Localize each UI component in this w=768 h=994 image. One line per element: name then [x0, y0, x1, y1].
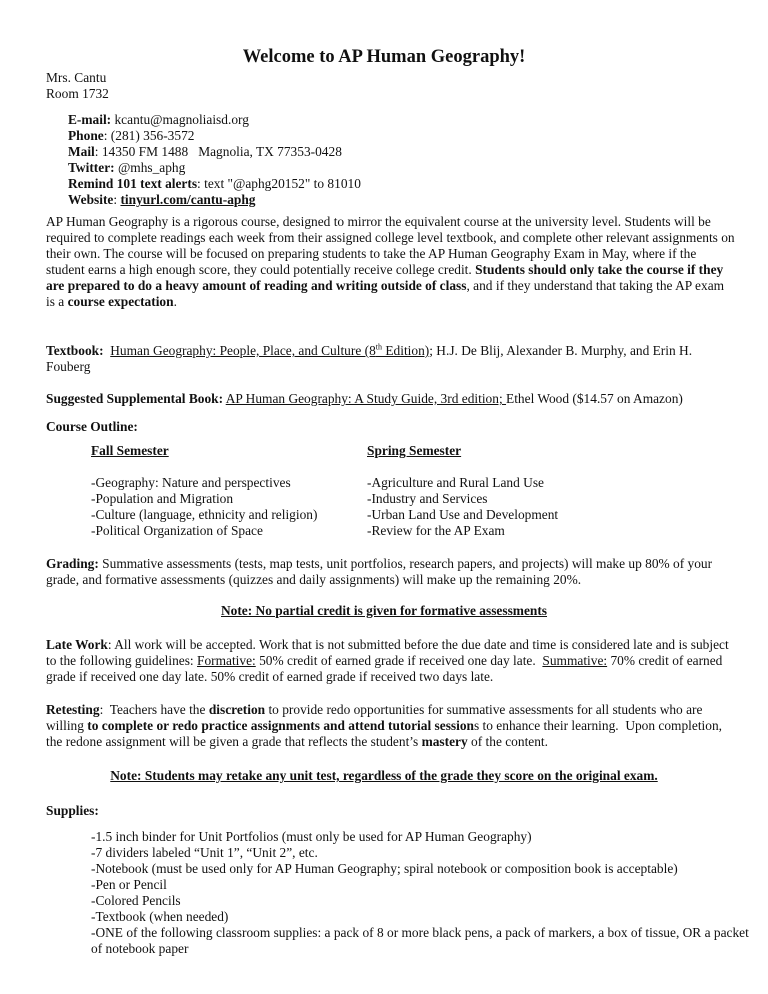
fall-topic: -Population and Migration [91, 491, 234, 506]
fall-semester-heading: Fall Semester [91, 443, 169, 458]
supplies-label: Supplies: [46, 803, 99, 818]
teacher-info [46, 70, 109, 102]
spring-semester-column [367, 443, 558, 539]
spring-topic: -Urban Land Use and Development [367, 507, 559, 522]
website-link[interactable]: tinyurl.com/cantu-aphg [120, 192, 256, 207]
textbook-info: Textbook: Human Geography: People, Place, and Culture (8th Edition); H.J. De Blij, Alexander B. Murphy, and Erin H. Fouberg [46, 342, 693, 374]
room-number: Room 1732 [46, 86, 109, 101]
grading-policy: Grading: Summative assessments (tests, map tests, unit portfolios, research papers, and projects) will make up 80% of your grade, and formative assessments (quizzes and daily assignments) will make up the remaining 20%. [46, 556, 713, 587]
contact-email: E-mail: kcantu@magnoliaisd.org [68, 112, 249, 127]
fall-semester-column [91, 443, 317, 539]
supplemental-title: AP Human Geography: A Study Guide, 3rd edition; [225, 391, 507, 406]
supply-item: -7 dividers labeled “Unit 1”, “Unit 2”, etc. [91, 845, 318, 860]
textbook-title: Human Geography: People, Place, and Culture (8th Edition) [110, 342, 430, 358]
spring-topic: -Agriculture and Rural Land Use [367, 475, 544, 490]
supply-item: -Notebook (must be used only for AP Human Geography; spiral notebook or composition book is acceptable) [91, 861, 678, 876]
course-outline-label: Course Outline: [46, 419, 138, 434]
retake-note: Note: Students may retake any unit test, regardless of the grade they score on the original exam. [110, 768, 658, 783]
retesting-policy: Retesting: Teachers have the discretion to provide redo opportunities for summative assessments for all students who are willing to complete or redo practice assignments and attend tutorial sessions to enhance their learning. Upon completion, the redone assignment will be given a grade that reflects the student’s mastery of the content. [46, 702, 726, 749]
supply-item: -Pen or Pencil [91, 877, 167, 892]
page-title: Welcome to AP Human Geography! [242, 47, 526, 67]
supply-item: -Colored Pencils [91, 893, 181, 908]
contact-mail: Mail: 14350 FM 1488 Magnolia, TX 77353-0428 [68, 144, 342, 159]
supplies-list [91, 829, 751, 957]
fall-topic: -Culture (language, ethnicity and religion) [91, 507, 318, 522]
supply-item: -ONE of the following classroom supplies: a pack of 8 or more black pens, a pack of markers, a box of tissue, OR a packet of notebook paper [91, 925, 749, 956]
partial-credit-note: Note: No partial credit is given for formative assessments [220, 603, 548, 618]
contact-twitter: Twitter: @mhs_aphg [68, 160, 186, 175]
fall-topic: -Political Organization of Space [91, 523, 263, 538]
spring-topic: -Review for the AP Exam [367, 523, 505, 538]
contact-website: Website: tinyurl.com/cantu-aphg [68, 192, 256, 207]
supply-item: -1.5 inch binder for Unit Portfolios (must only be used for AP Human Geography) [91, 829, 532, 844]
course-intro: AP Human Geography is a rigorous course, designed to mirror the equivalent course at the university level. Students will be required to complete readings each week from their assigned college level textbook, and complete other relevant assignments on their own. The course will be focused on preparing students to take the AP Human Geography Exam in May, where if the student earns a high enough score, they could potentially receive college credit. Students should only take the course if they are prepared to do a heavy amount of reading and writing outside of class, and if they understand that taking the AP exam is a course expectation. [46, 214, 735, 309]
spring-topic: -Industry and Services [367, 491, 488, 506]
supply-item: -Textbook (when needed) [91, 909, 229, 924]
contact-remind: Remind 101 text alerts: text "@aphg20152" to 81010 [68, 176, 361, 191]
supplemental-book: Suggested Supplemental Book: AP Human Geography: A Study Guide, 3rd edition; Ethel Wood ($14.57 on Amazon) [46, 391, 683, 406]
late-work-policy: Late Work: All work will be accepted. Work that is not submitted before the due date and time is considered late and is subject to the following guidelines: Formative: 50% credit of earned grade if received one day late. Summative: 70% credit of earned grade if received one day late. 50% credit of earned grade if received two days late. [46, 637, 729, 684]
spring-semester-heading: Spring Semester [367, 443, 462, 458]
contact-phone: Phone: (281) 356-3572 [68, 128, 195, 143]
contact-block [68, 112, 361, 208]
fall-topic: -Geography: Nature and perspectives [91, 475, 291, 490]
teacher-name: Mrs. Cantu [46, 70, 107, 85]
